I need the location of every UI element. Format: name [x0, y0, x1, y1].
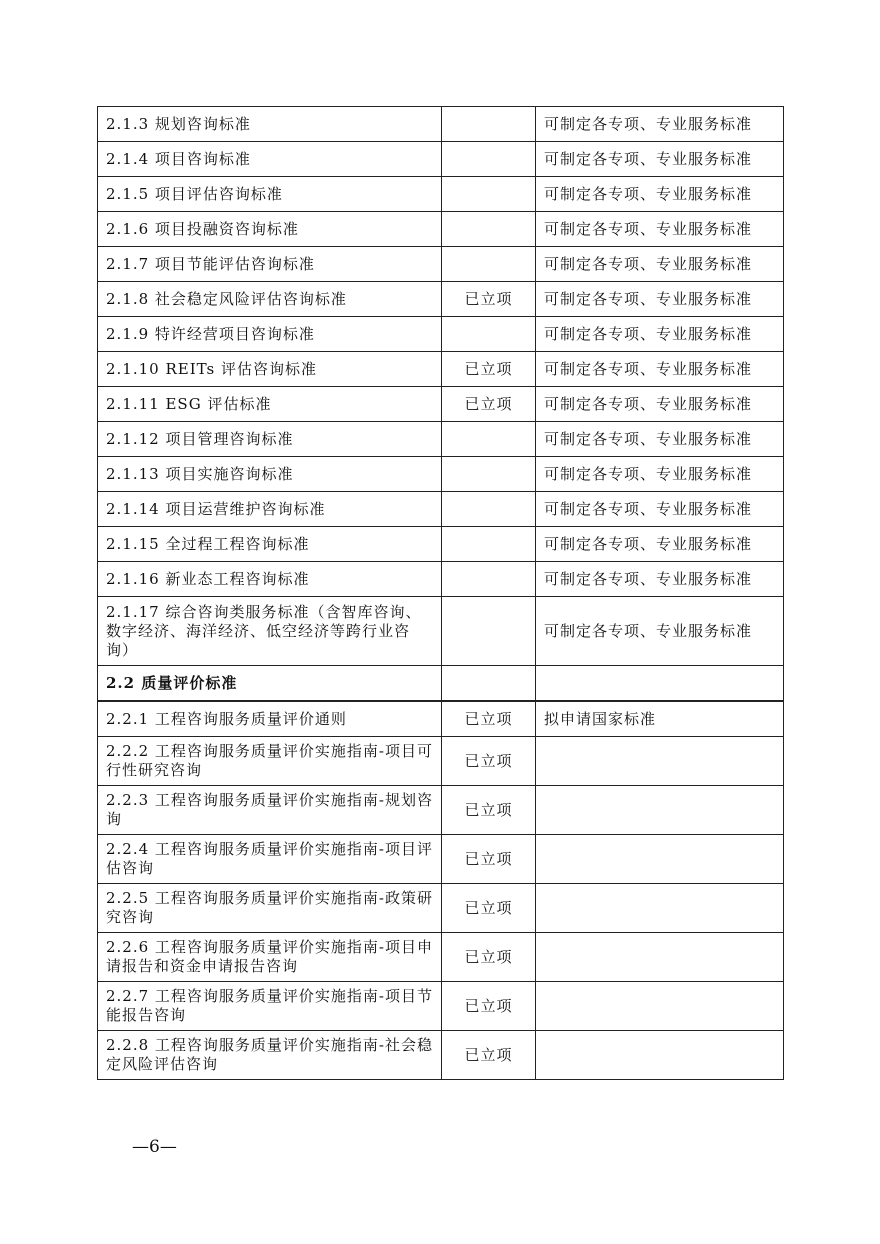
- table-row: [98, 597, 784, 666]
- status-cell: 已立项: [442, 1031, 536, 1080]
- standard-name-cell: 2.2.5 工程咨询服务质量评价实施指南-政策研究咨询: [98, 884, 442, 933]
- status-cell: [442, 457, 536, 492]
- note-cell: 可制定各专项、专业服务标准: [536, 212, 784, 247]
- table-row: [98, 212, 784, 247]
- status-cell: [442, 212, 536, 247]
- table-row: [98, 701, 784, 737]
- status-cell: 已立项: [442, 282, 536, 317]
- standard-name-cell: 2.2.8 工程咨询服务质量评价实施指南-社会稳定风险评估咨询: [98, 1031, 442, 1080]
- table-row: [98, 457, 784, 492]
- table-row: [98, 352, 784, 387]
- status-cell: 已立项: [442, 933, 536, 982]
- section-title-cell: 2.2 质量评价标准: [98, 666, 442, 702]
- standard-name-cell: 2.1.3 规划咨询标准: [98, 107, 442, 142]
- note-cell: 可制定各专项、专业服务标准: [536, 247, 784, 282]
- note-cell: 可制定各专项、专业服务标准: [536, 597, 784, 666]
- note-cell: [536, 666, 784, 702]
- standard-name-cell: 2.2.6 工程咨询服务质量评价实施指南-项目申请报告和资金申请报告咨询: [98, 933, 442, 982]
- standard-name-cell: 2.1.9 特许经营项目咨询标准: [98, 317, 442, 352]
- note-cell: 可制定各专项、专业服务标准: [536, 387, 784, 422]
- status-cell: 已立项: [442, 982, 536, 1031]
- standard-name-cell: 2.1.15 全过程工程咨询标准: [98, 527, 442, 562]
- table-row: [98, 786, 784, 835]
- status-cell: 已立项: [442, 884, 536, 933]
- note-cell: 可制定各专项、专业服务标准: [536, 562, 784, 597]
- table-row: [98, 387, 784, 422]
- table-row: [98, 422, 784, 457]
- table-row: [98, 835, 784, 884]
- status-cell: 已立项: [442, 387, 536, 422]
- status-cell: [442, 142, 536, 177]
- note-cell: [536, 786, 784, 835]
- standard-name-cell: 2.1.16 新业态工程咨询标准: [98, 562, 442, 597]
- status-cell: [442, 107, 536, 142]
- status-cell: [442, 562, 536, 597]
- standard-name-cell: 2.2.1 工程咨询服务质量评价通则: [98, 701, 442, 737]
- standard-name-cell: 2.2.3 工程咨询服务质量评价实施指南-规划咨询: [98, 786, 442, 835]
- note-cell: 可制定各专项、专业服务标准: [536, 352, 784, 387]
- status-cell: [442, 422, 536, 457]
- standard-name-cell: 2.1.11 ESG 评估标准: [98, 387, 442, 422]
- standard-name-cell: 2.1.4 项目咨询标准: [98, 142, 442, 177]
- note-cell: [536, 884, 784, 933]
- status-cell: [442, 527, 536, 562]
- status-cell: 已立项: [442, 701, 536, 737]
- standard-name-cell: 2.2.7 工程咨询服务质量评价实施指南-项目节能报告咨询: [98, 982, 442, 1031]
- table-row: [98, 142, 784, 177]
- table-row: [98, 492, 784, 527]
- standard-name-cell: 2.1.7 项目节能评估咨询标准: [98, 247, 442, 282]
- table-row: [98, 107, 784, 142]
- table-row: [98, 282, 784, 317]
- table-row: [98, 982, 784, 1031]
- table-row: [98, 884, 784, 933]
- status-cell: 已立项: [442, 737, 536, 786]
- note-cell: 可制定各专项、专业服务标准: [536, 457, 784, 492]
- status-cell: [442, 247, 536, 282]
- status-cell: 已立项: [442, 835, 536, 884]
- status-cell: [442, 597, 536, 666]
- table-row: [98, 247, 784, 282]
- note-cell: [536, 835, 784, 884]
- standard-name-cell: 2.1.8 社会稳定风险评估咨询标准: [98, 282, 442, 317]
- table-row: [98, 177, 784, 212]
- status-cell: [442, 177, 536, 212]
- page-number: —6—: [132, 1137, 177, 1157]
- standard-name-cell: 2.2.4 工程咨询服务质量评价实施指南-项目评估咨询: [98, 835, 442, 884]
- note-cell: [536, 982, 784, 1031]
- standard-name-cell: 2.1.17 综合咨询类服务标准（含智库咨询、数字经济、海洋经济、低空经济等跨行业咨询）: [98, 597, 442, 666]
- note-cell: 可制定各专项、专业服务标准: [536, 142, 784, 177]
- note-cell: 拟申请国家标准: [536, 701, 784, 737]
- status-cell: [442, 492, 536, 527]
- table-row: [98, 1031, 784, 1080]
- standard-name-cell: 2.1.5 项目评估咨询标准: [98, 177, 442, 212]
- note-cell: 可制定各专项、专业服务标准: [536, 422, 784, 457]
- note-cell: 可制定各专项、专业服务标准: [536, 492, 784, 527]
- standard-name-cell: 2.1.10 REITs 评估咨询标准: [98, 352, 442, 387]
- standard-name-cell: 2.1.6 项目投融资咨询标准: [98, 212, 442, 247]
- standard-name-cell: 2.1.14 项目运营维护咨询标准: [98, 492, 442, 527]
- standard-name-cell: 2.1.12 项目管理咨询标准: [98, 422, 442, 457]
- standard-name-cell: 2.2.2 工程咨询服务质量评价实施指南-项目可行性研究咨询: [98, 737, 442, 786]
- table-row: [98, 562, 784, 597]
- table-row: [98, 317, 784, 352]
- section-header-row: [98, 666, 784, 702]
- standard-name-cell: 2.1.13 项目实施咨询标准: [98, 457, 442, 492]
- note-cell: [536, 1031, 784, 1080]
- note-cell: 可制定各专项、专业服务标准: [536, 317, 784, 352]
- note-cell: [536, 737, 784, 786]
- status-cell: [442, 666, 536, 702]
- status-cell: 已立项: [442, 352, 536, 387]
- status-cell: 已立项: [442, 786, 536, 835]
- table-row: [98, 737, 784, 786]
- note-cell: 可制定各专项、专业服务标准: [536, 177, 784, 212]
- table-row: [98, 933, 784, 982]
- note-cell: 可制定各专项、专业服务标准: [536, 282, 784, 317]
- note-cell: 可制定各专项、专业服务标准: [536, 107, 784, 142]
- table-row: [98, 527, 784, 562]
- status-cell: [442, 317, 536, 352]
- note-cell: [536, 933, 784, 982]
- standards-table: [97, 106, 784, 1080]
- note-cell: 可制定各专项、专业服务标准: [536, 527, 784, 562]
